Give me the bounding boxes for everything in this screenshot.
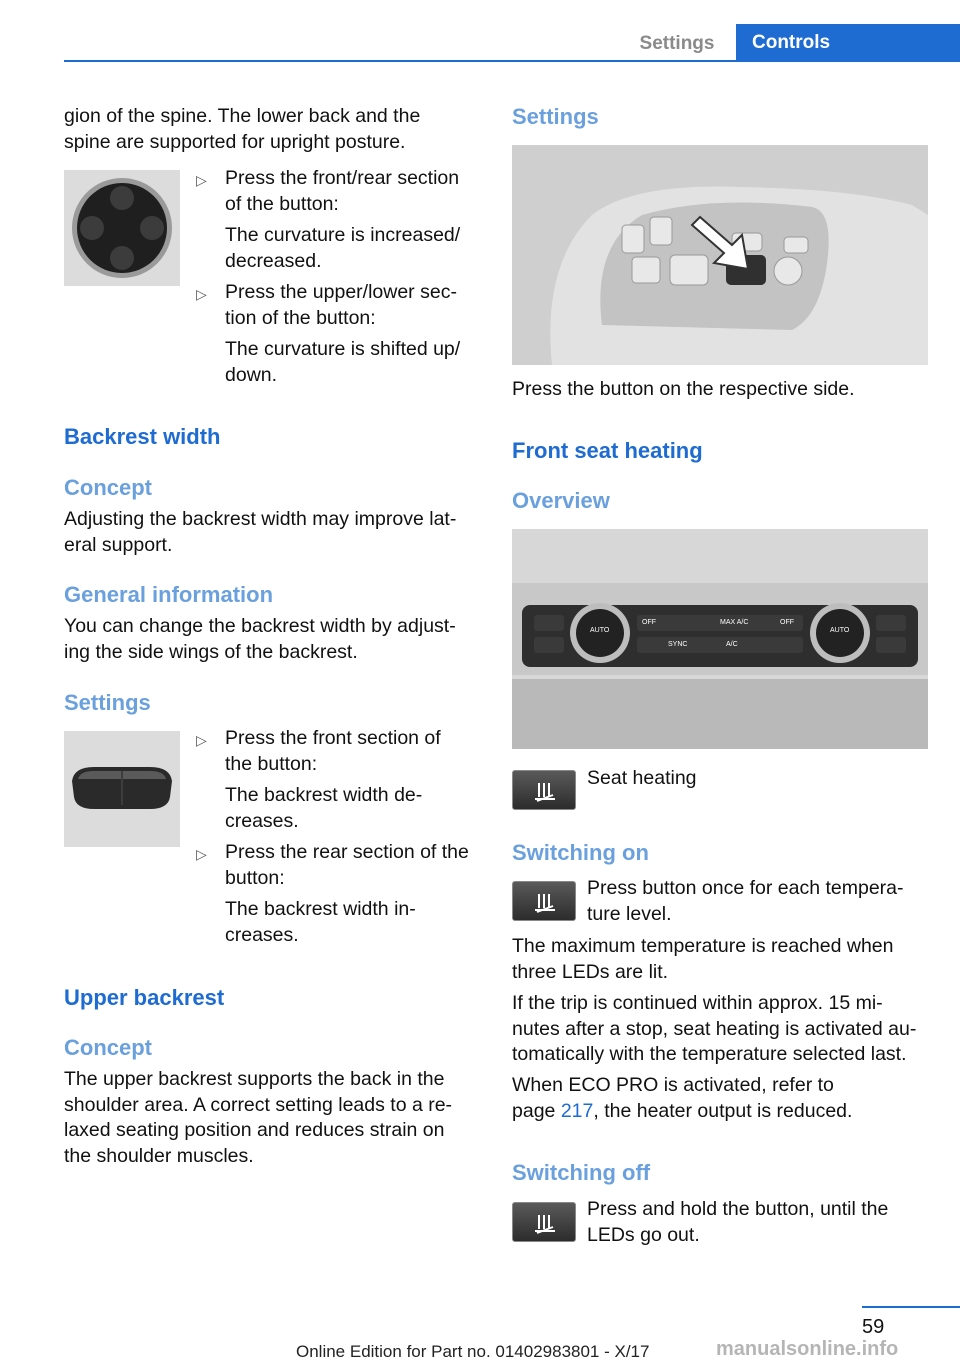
general-paragraph: You can change the backrest width by adjust- ing the side wings of the backrest. — [64, 615, 456, 663]
heading-settings-left: Settings — [64, 690, 151, 715]
header-section-tab: Settings — [639, 33, 715, 54]
heading-switching-off: Switching off — [512, 1160, 651, 1185]
list-item: ▷ Press the upper/lower sec- tion of the button: The curvature is shifted up/ down. — [196, 281, 461, 386]
list-item: ▷ Press the front/rear section of the button: The curvature is increased/ decreased. — [196, 167, 461, 272]
intro-paragraph: gion of the spine. The lower back and the spine are supported for upright posture. — [64, 105, 421, 153]
press-side-text: Press the button on the respective side. — [512, 378, 855, 400]
seat-heating-icon — [512, 881, 576, 921]
switching-off-text: Press and hold the button, until the LEDs go out. — [587, 1198, 889, 1246]
heading-front-seat-heating: Front seat heating — [512, 438, 703, 463]
switching-on-text: Press button once for each tempera- ture level. — [587, 877, 904, 925]
concept-paragraph: Adjusting the backrest width may improve lat- eral support. — [64, 508, 457, 556]
watermark: manualsonline.info — [716, 1338, 899, 1360]
seat-heating-icon — [512, 1202, 576, 1242]
climate-panel-image — [512, 529, 928, 749]
page-number: 59 — [862, 1316, 885, 1338]
header-chapter-tab: Controls — [736, 24, 960, 62]
lumbar-button-image — [64, 170, 180, 286]
backrest-width-button-image — [64, 731, 180, 847]
edition-line: Online Edition for Part no. 01402983801 - X/17 — [296, 1342, 650, 1361]
max-temperature-text: The maximum temperature is reached when three LEDs are lit. — [512, 935, 894, 983]
heading-concept: Concept — [64, 475, 152, 500]
page-link[interactable]: 217 — [560, 1099, 594, 1122]
heading-concept-2: Concept — [64, 1035, 152, 1060]
heading-backrest-width: Backrest width — [64, 424, 221, 449]
off-left-label: OFF — [642, 619, 656, 626]
list-item: ▷ Press the front section of the button: The backrest width de- creases. — [196, 727, 441, 832]
width-steps — [196, 726, 486, 948]
heading-upper-backrest: Upper backrest — [64, 985, 225, 1010]
heading-general-information: General information — [64, 582, 274, 607]
auto-right-label: AUTO — [830, 627, 850, 634]
seat-controls-image — [512, 145, 928, 365]
max-ac-label: MAX A/C — [720, 619, 749, 626]
eco-pro-text: When ECO PRO is activated, refer to page 217, the heater output is reduced. — [512, 1074, 853, 1122]
ac-label: A/C — [726, 641, 738, 648]
off-right-label: OFF — [780, 619, 794, 626]
auto-left-label: AUTO — [590, 627, 610, 634]
seat-heating-icon — [512, 770, 576, 810]
list-item: ▷ Press the rear section of the button: The backrest width in- creases. — [196, 841, 469, 946]
sync-label: SYNC — [668, 641, 688, 648]
lumbar-steps — [196, 166, 486, 388]
upper-backrest-paragraph: The upper backrest supports the back in the shoulder area. A correct setting leads to a re- laxed seating position and reduces strain on the shoulder muscles. — [64, 1068, 453, 1167]
seat-heating-label: Seat heating — [587, 767, 697, 789]
heading-overview: Overview — [512, 488, 610, 513]
footer-rule — [862, 1306, 960, 1308]
heading-switching-on: Switching on — [512, 840, 649, 865]
heading-settings-right: Settings — [512, 104, 599, 129]
trip-text: If the trip is continued within approx. 15 mi- nutes after a stop, seat heating is activated au- tomatically with the temperature selected last. — [512, 992, 917, 1065]
header-rule — [64, 60, 960, 62]
